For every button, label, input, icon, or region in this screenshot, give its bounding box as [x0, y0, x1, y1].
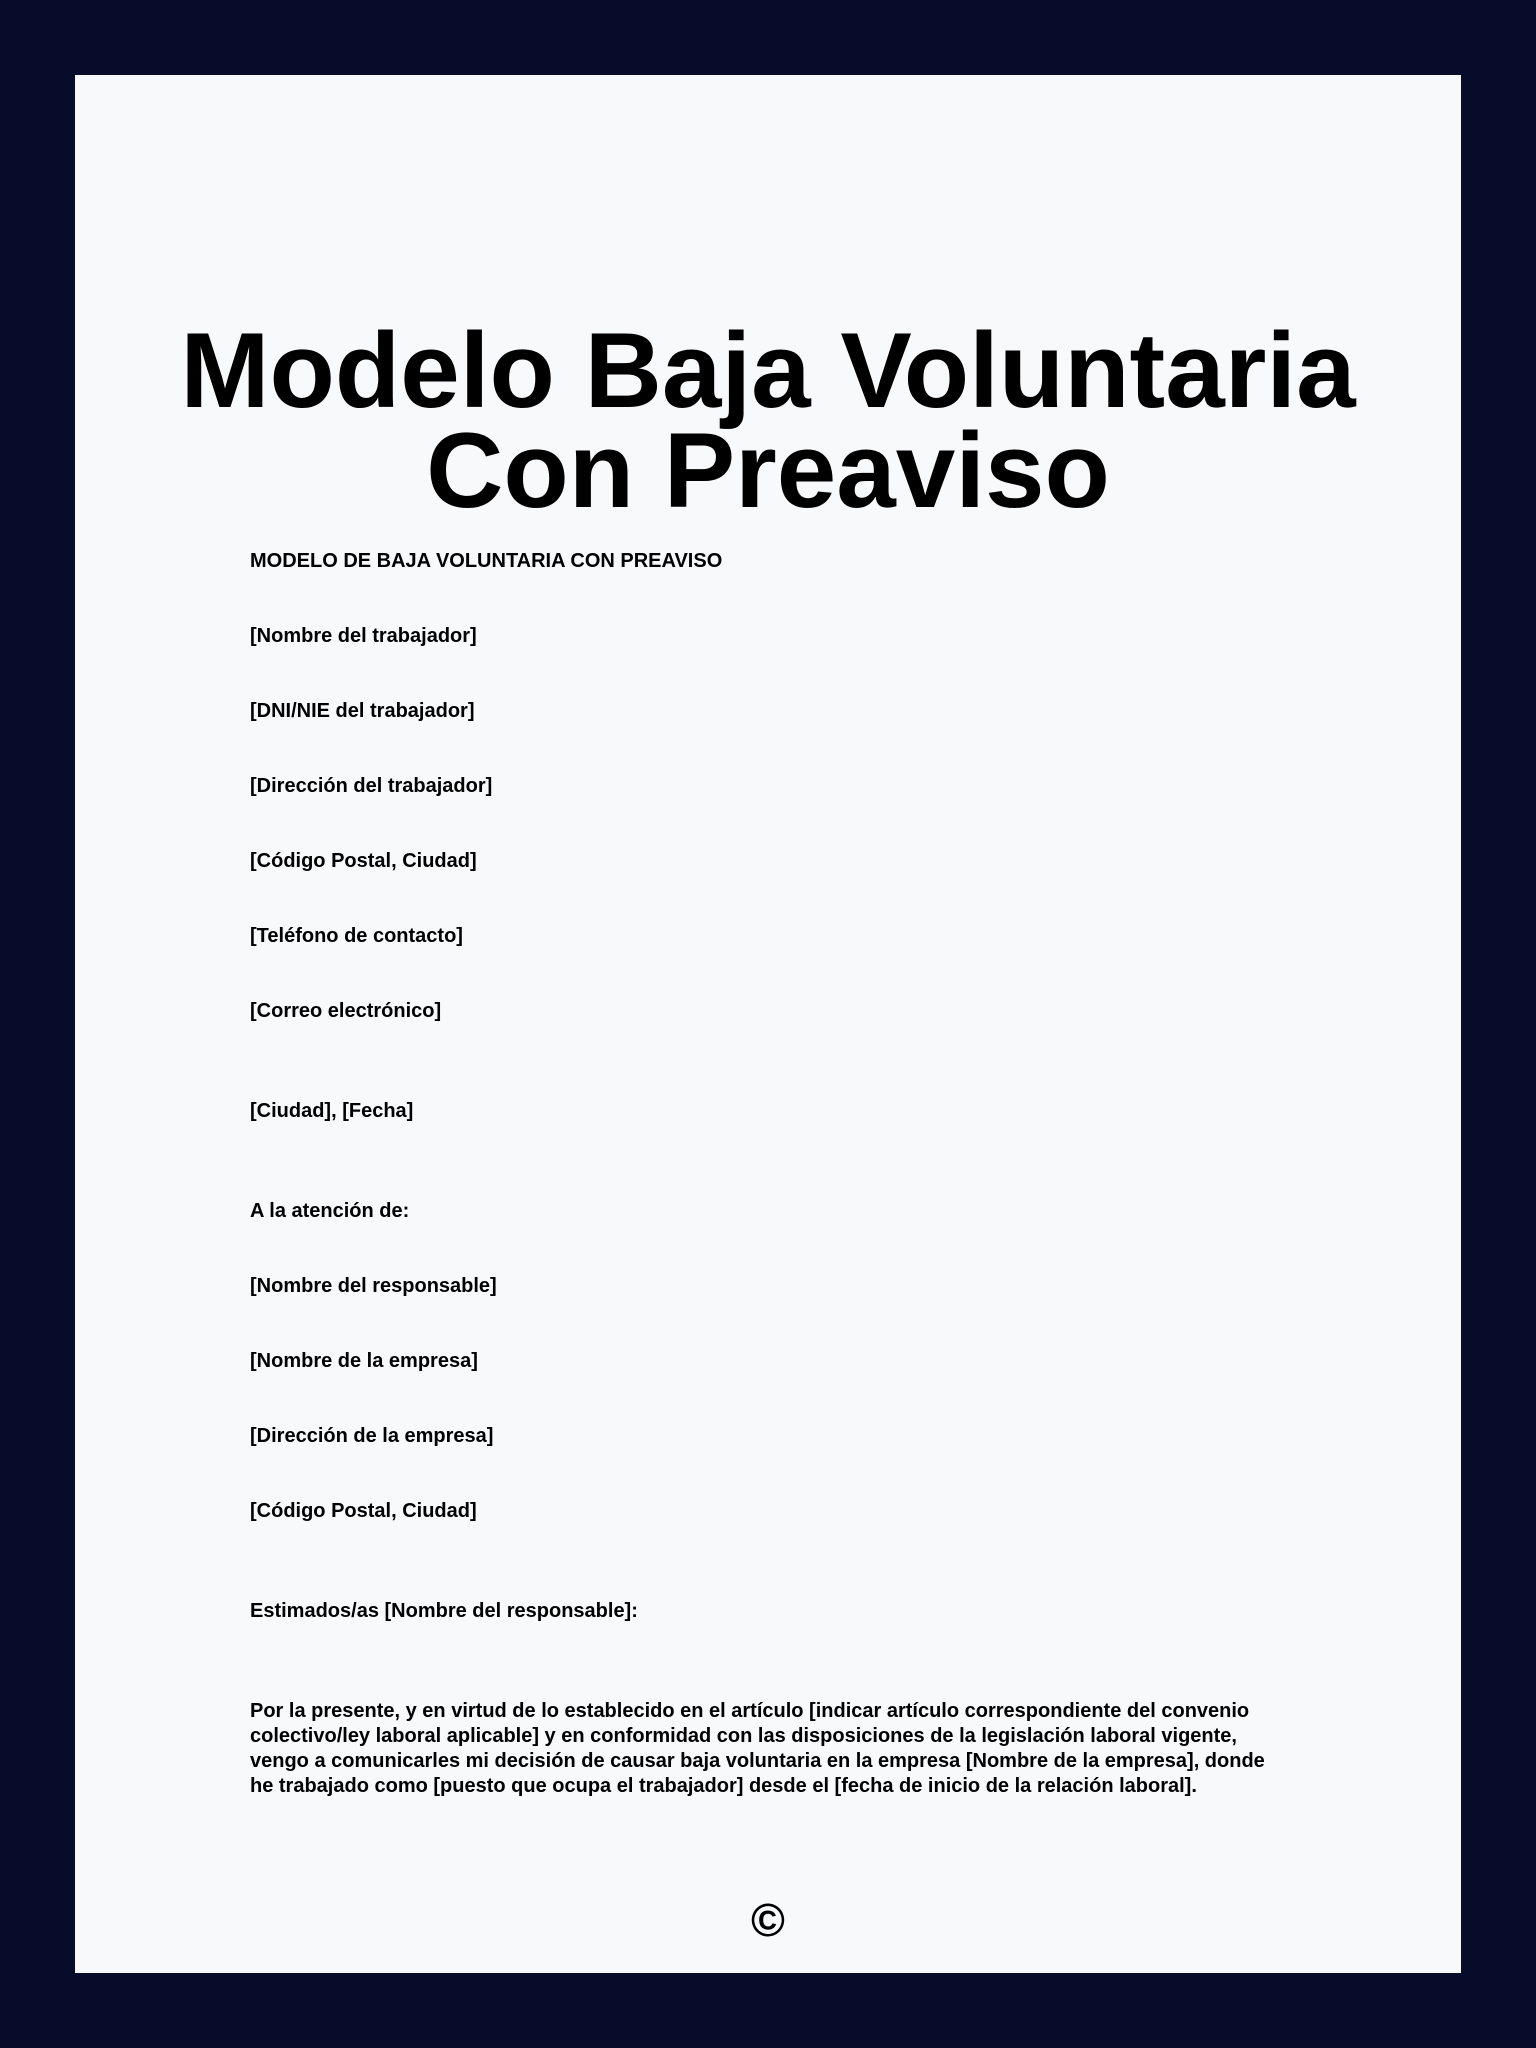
sender-address: [Dirección del trabajador]: [250, 775, 493, 797]
recipient-responsible: [Nombre del responsable]: [250, 1275, 497, 1297]
sender-id: [DNI/NIE del trabajador]: [250, 700, 475, 722]
sender-email: [Correo electrónico]: [250, 1000, 442, 1022]
document-page: [75, 75, 1461, 1973]
sender-phone: [Teléfono de contacto]: [250, 925, 463, 947]
recipient-company: [Nombre de la empresa]: [250, 1350, 478, 1372]
body-paragraph: Por la presente, y en virtud de lo establecido en el artículo [indicar artículo correspondiente del convenio colectivo/ley laboral aplicable] y en conformidad con las disposiciones de la legislación laboral vigente, vengo a comunicarles mi decisión de causar baja voluntaria en la empresa [Nombre de la empresa], donde he trabajado como [puesto que ocupa el trabajador] desde el [fecha de inicio de la relación laboral].: [250, 1700, 1265, 1797]
greeting: Estimados/as [Nombre del responsable]:: [250, 1600, 638, 1622]
sender-postal-city: [Código Postal, Ciudad]: [250, 850, 477, 872]
page-title: Modelo Baja Voluntaria Con Preaviso: [180, 310, 1356, 530]
place-date: [Ciudad], [Fecha]: [250, 1100, 414, 1122]
sender-name: [Nombre del trabajador]: [250, 625, 477, 647]
letter-heading: MODELO DE BAJA VOLUNTARIA CON PREAVISO: [250, 550, 723, 572]
copyright-symbol: ©: [751, 1894, 785, 1946]
recipient-postal-city: [Código Postal, Ciudad]: [250, 1500, 477, 1522]
recipient-attention: A la atención de:: [250, 1200, 410, 1222]
recipient-address: [Dirección de la empresa]: [250, 1425, 494, 1447]
